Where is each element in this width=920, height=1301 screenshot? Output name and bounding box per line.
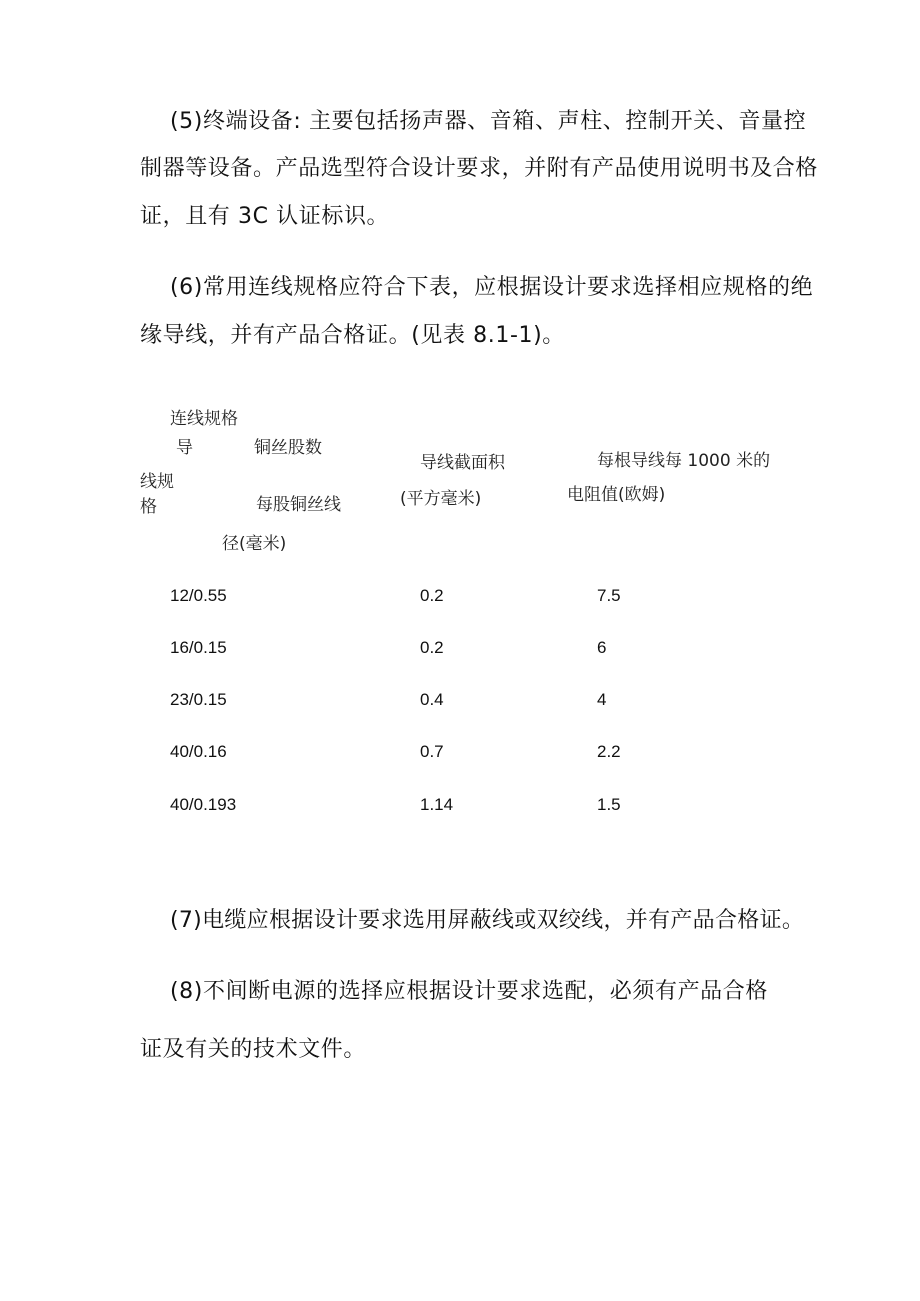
row-area: 0.7 [420, 742, 444, 761]
header-cross-section: 导线截面积 [420, 453, 505, 473]
paragraph-8-line-1: (8)不间断电源的选择应根据设计要求选配，必须有产品合格 [170, 979, 768, 1004]
row-resistance: 2.2 [597, 742, 621, 761]
paragraph-5-line-3: 证，且有 3C 认证标识。 [140, 204, 390, 229]
row-spec: 23/0.15 [170, 690, 227, 709]
row-resistance: 6 [597, 638, 607, 657]
row-area: 0.2 [420, 586, 444, 605]
paragraph-7-line-1: (7)电缆应根据设计要求选用屏蔽线或双绞线，并有产品合格证。 [170, 908, 805, 933]
row-area: 0.4 [420, 690, 444, 709]
row-resistance: 7.5 [597, 586, 621, 605]
header-cross-section-unit: (平方毫米) [400, 489, 482, 509]
header-xian-gui: 线规 [140, 472, 174, 492]
row-spec: 12/0.55 [170, 586, 227, 605]
paragraph-8-line-2: 证及有关的技术文件。 [140, 1037, 367, 1062]
row-area: 1.14 [420, 795, 454, 814]
header-ge: 格 [140, 497, 157, 517]
row-spec: 40/0.16 [170, 742, 227, 761]
header-dao: 导 [176, 438, 193, 458]
row-spec: 16/0.15 [170, 638, 227, 657]
paragraph-5-line-1: (5)终端设备: 主要包括扬声器、音箱、声柱、控制开关、音量控 [170, 109, 807, 134]
header-diameter-unit: 径(毫米) [222, 534, 287, 554]
header-resistance-line-2: 电阻值(欧姆) [567, 485, 666, 505]
header-resistance-line-1: 每根导线每 1000 米的 [597, 451, 771, 471]
row-spec: 40/0.193 [170, 795, 237, 814]
paragraph-6-line-1: (6)常用连线规格应符合下表，应根据设计要求选择相应规格的绝 [170, 275, 814, 300]
paragraph-5-line-2: 制器等设备。产品选型符合设计要求，并附有产品使用说明书及合格 [140, 156, 819, 181]
row-area: 0.2 [420, 638, 444, 657]
paragraph-6-line-2: 缘导线，并有产品合格证。(见表 8.1-1)。 [140, 323, 565, 348]
row-resistance: 1.5 [597, 795, 621, 814]
header-copper-count: 铜丝股数 [254, 438, 322, 458]
header-strand-diameter: 每股铜丝线 [256, 495, 341, 515]
header-spec-top: 连线规格 [170, 409, 238, 429]
row-resistance: 4 [597, 690, 607, 709]
